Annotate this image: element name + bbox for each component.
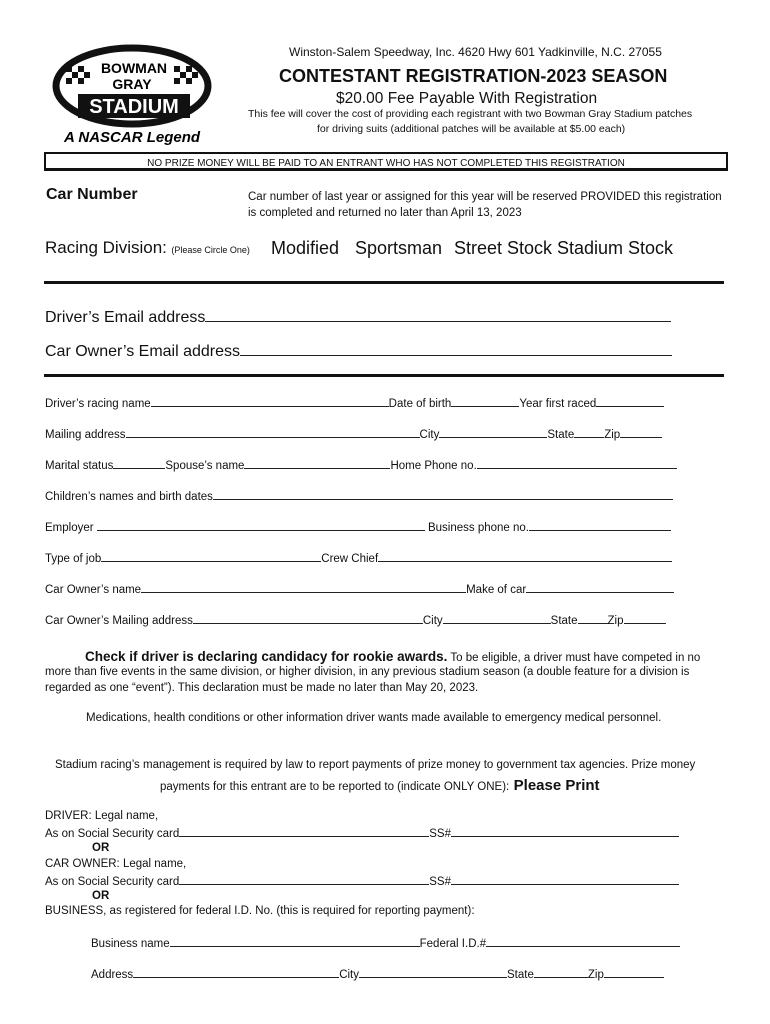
city-input[interactable]	[439, 427, 547, 438]
owner-ss-label: SS#	[429, 876, 451, 888]
owner-name-label: Car Owner’s name	[45, 584, 142, 596]
owner-legal-label: CAR OWNER: Legal name,	[45, 858, 187, 870]
racing-name-input[interactable]	[151, 396, 389, 407]
driver-email-label: Driver’s Email address	[45, 309, 206, 326]
tax-line-2-text: payments for this entrant are to be reported to (indicate ONLY ONE):	[160, 781, 510, 793]
form-title: CONTESTANT REGISTRATION-2023 SEASON	[279, 66, 668, 86]
mailing-input[interactable]	[126, 427, 420, 438]
city-label: City	[419, 429, 440, 441]
employer-label: Employer	[45, 522, 94, 534]
division-hint: (Please Circle One)	[171, 245, 250, 255]
marital-label: Marital status	[45, 460, 114, 472]
row-owner-ss	[45, 874, 679, 888]
division-label-text: Racing Division:	[45, 238, 167, 257]
fee-note-1: This fee will cover the cost of providing each registrant with two Bowman Gray Stadium patches	[248, 108, 693, 120]
zip-label: Zip	[604, 429, 621, 441]
rookie-text-2: more than five events in the same division, or higher division, in any previous stadium season (a double feature for a division is	[45, 666, 690, 678]
driver-legal-label: DRIVER: Legal name,	[45, 810, 159, 822]
home-phone-label: Home Phone no.	[390, 460, 477, 472]
home-phone-input[interactable]	[477, 458, 677, 469]
owner-city-input[interactable]	[443, 613, 551, 624]
or-2: OR	[92, 890, 110, 902]
federal-id-label: Federal I.D.#	[419, 938, 487, 950]
business-zip-input[interactable]	[604, 967, 664, 978]
make-label: Make of car	[466, 584, 527, 596]
crew-chief-label: Crew Chief	[321, 553, 379, 565]
row-marital	[45, 458, 677, 472]
svg-text:BOWMAN: BOWMAN	[100, 60, 168, 76]
row-owner-name	[45, 582, 674, 596]
year-first-input[interactable]	[596, 396, 664, 407]
tax-line-1: Stadium racing’s management is required by law to report payments of prize money to government tax agencies. Prize money	[55, 759, 696, 771]
svg-text:GRAY: GRAY	[112, 76, 152, 92]
row-business-address	[91, 967, 664, 981]
children-label: Children’s names and birth dates	[45, 491, 213, 503]
driver-ss-label: SS#	[429, 828, 451, 840]
owner-mailing-label: Car Owner’s Mailing address	[45, 615, 193, 627]
job-label: Type of job	[45, 553, 102, 565]
driver-ss-card-label: As on Social Security card	[45, 828, 180, 840]
mailing-label: Mailing address	[45, 429, 126, 441]
business-name-input[interactable]	[170, 936, 420, 947]
banner-text: NO PRIZE MONEY WILL BE PAID TO AN ENTRANT WHO HAS NOT COMPLETED THIS REGISTRATION	[147, 158, 625, 169]
fee-line: $20.00 Fee Payable With Registration	[336, 90, 598, 107]
car-number-note-1: Car number of last year or assigned for this year will be reserved PROVIDED this registration	[248, 191, 722, 203]
business-state-label: State	[507, 969, 534, 981]
federal-id-input[interactable]	[486, 936, 680, 947]
row-business-name	[91, 936, 680, 950]
business-city-input[interactable]	[359, 967, 507, 978]
divider-2	[44, 374, 724, 377]
division-option-street-stock[interactable]: Street Stock	[454, 238, 553, 258]
row-job	[45, 551, 672, 565]
car-number-note-2: is completed and returned no later than April 13, 2023	[248, 207, 522, 219]
division-option-stadium-stock[interactable]: Stadium Stock	[557, 238, 674, 258]
medical-note: Medications, health conditions or other information driver wants made available to emergency medical personnel.	[86, 712, 662, 724]
divider-1	[44, 281, 724, 284]
racing-name-label: Driver’s racing name	[45, 398, 151, 410]
bowman-gray-stadium-logo	[52, 44, 214, 148]
owner-ss-input[interactable]	[451, 874, 679, 885]
car-number-label: Car Number	[46, 186, 138, 203]
division-label	[45, 238, 250, 258]
business-name-label: Business name	[91, 938, 170, 950]
driver-email-row	[45, 309, 671, 327]
spouse-label: Spouse’s name	[165, 460, 245, 472]
owner-zip-input[interactable]	[624, 613, 666, 624]
business-phone-input[interactable]	[529, 520, 671, 531]
row-children	[45, 489, 673, 503]
division-option-modified[interactable]: Modified	[271, 238, 340, 258]
state-label: State	[547, 429, 575, 441]
please-print: Please Print	[513, 777, 600, 794]
job-input[interactable]	[101, 551, 321, 562]
zip-input[interactable]	[620, 427, 662, 438]
owner-mailing-input[interactable]	[193, 613, 423, 624]
crew-chief-input[interactable]	[378, 551, 672, 562]
business-address-input[interactable]	[133, 967, 339, 978]
make-input[interactable]	[526, 582, 674, 593]
or-1: OR	[92, 842, 110, 854]
row-employer	[45, 520, 671, 534]
owner-name-input[interactable]	[141, 582, 466, 593]
division-option-sportsman[interactable]: Sportsman	[355, 238, 443, 258]
employer-input[interactable]	[97, 520, 425, 531]
driver-legal-name-input[interactable]	[179, 826, 429, 837]
fee-note-2: for driving suits (additional patches will be available at $5.00 each)	[317, 123, 626, 135]
children-input[interactable]	[213, 489, 673, 500]
spouse-input[interactable]	[244, 458, 390, 469]
owner-email-row	[45, 343, 672, 361]
prize-money-banner	[44, 152, 728, 171]
business-label: BUSINESS, as registered for federal I.D. No. (this is required for reporting payment):	[45, 905, 475, 917]
svg-text:STADIUM: STADIUM	[89, 96, 179, 118]
rookie-text-1: To be eligible, a driver must have competed in no	[447, 652, 701, 664]
owner-ss-card-label: As on Social Security card	[45, 876, 180, 888]
driver-ss-input[interactable]	[451, 826, 679, 837]
owner-city-label: City	[422, 615, 443, 627]
business-zip-label: Zip	[587, 969, 604, 981]
row-mailing	[45, 427, 662, 441]
svg-text:A NASCAR Legend: A NASCAR Legend	[63, 129, 201, 146]
driver-email-input[interactable]	[205, 311, 671, 322]
speedway-address: Winston-Salem Speedway, Inc. 4620 Hwy 601 Yadkinville, N.C. 27055	[289, 45, 662, 59]
owner-legal-name-input[interactable]	[179, 874, 429, 885]
tax-line-2	[160, 777, 600, 795]
row-driver-ss	[45, 826, 679, 840]
owner-state-label: State	[550, 615, 578, 627]
rookie-text-3: regarded as one “event”). This declaration must be made no later than May 20, 2023.	[45, 682, 479, 694]
owner-email-input[interactable]	[240, 345, 672, 356]
business-city-label: City	[339, 969, 359, 981]
row-racing-name	[45, 396, 664, 410]
owner-zip-label: Zip	[607, 615, 624, 627]
dob-input[interactable]	[451, 396, 519, 407]
marital-input[interactable]	[113, 458, 165, 469]
rookie-line-1	[85, 648, 700, 666]
rookie-checkbox-label[interactable]: Check if driver is declaring candidacy for rookie awards.	[85, 649, 448, 664]
owner-email-label: Car Owner’s Email address	[45, 343, 241, 360]
row-owner-mailing	[45, 613, 666, 627]
state-input[interactable]	[574, 427, 604, 438]
business-address-label: Address	[91, 969, 134, 981]
business-state-input[interactable]	[534, 967, 588, 978]
owner-state-input[interactable]	[578, 613, 608, 624]
business-phone-label: Business phone no.	[427, 522, 530, 534]
dob-label: Date of birth	[388, 398, 452, 410]
year-first-label: Year first raced	[519, 398, 597, 410]
